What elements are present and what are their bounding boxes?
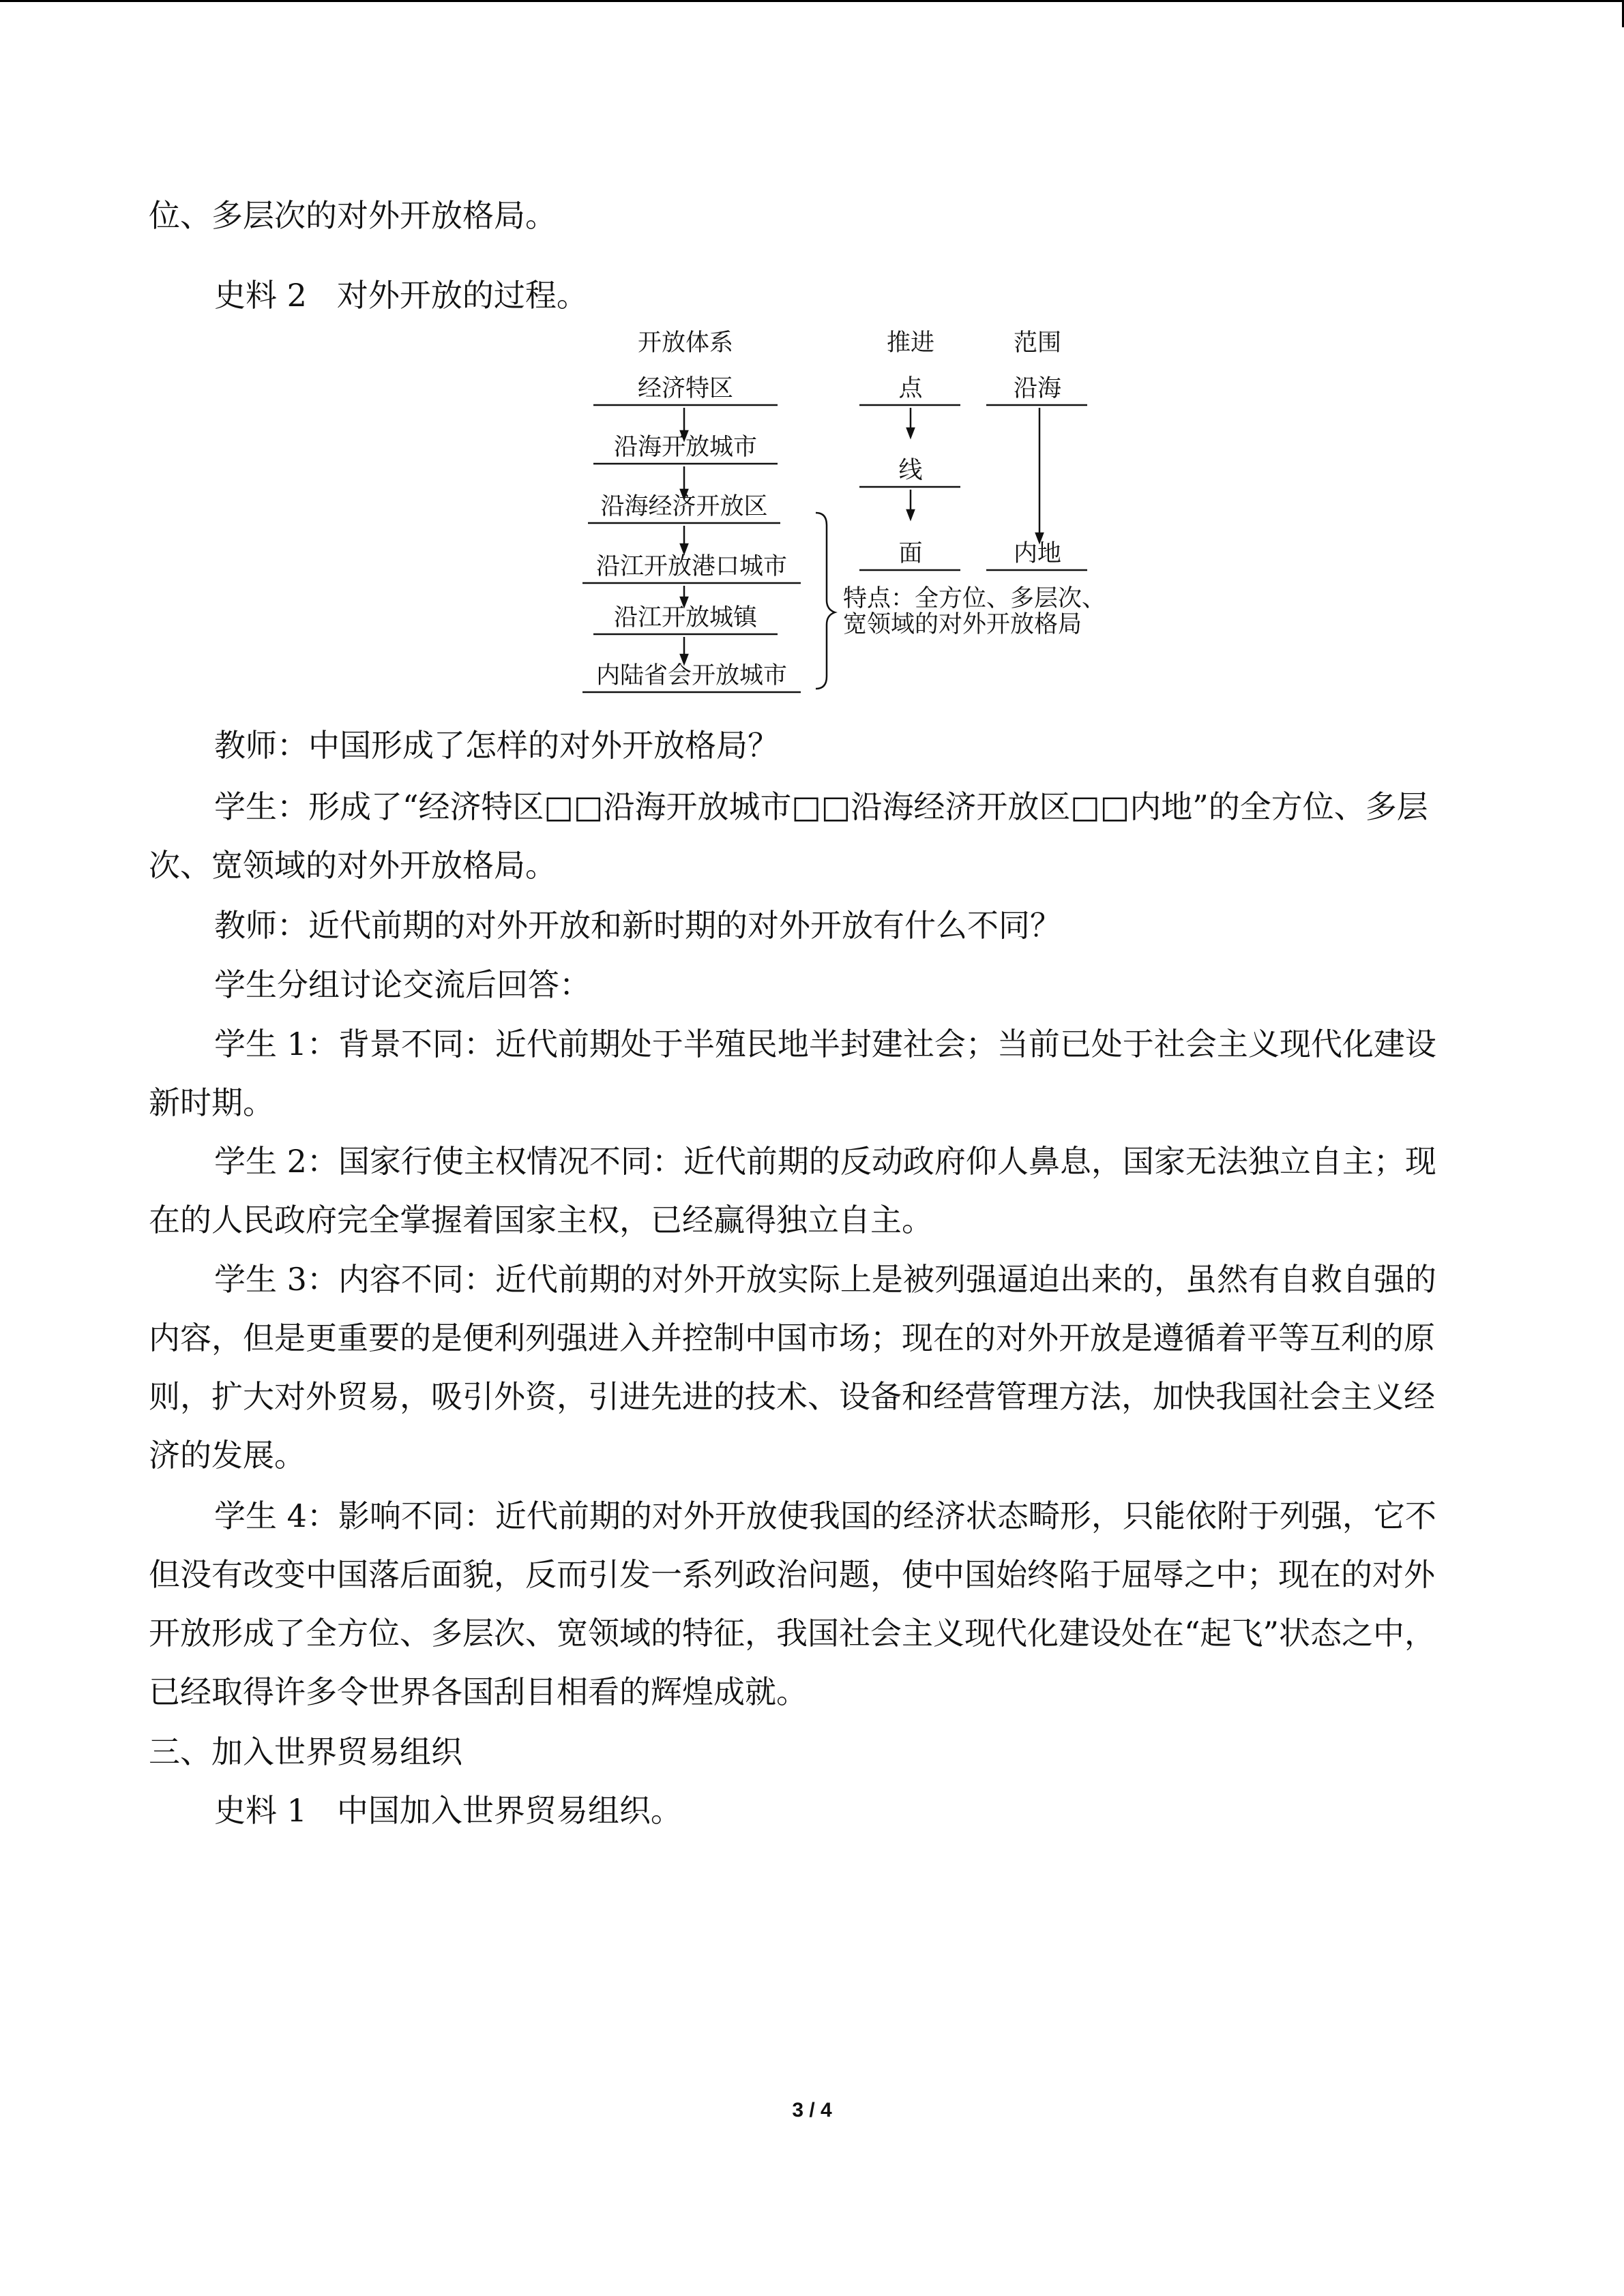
item-yanjiang-chengzhen: 沿江开放城镇 (613, 604, 757, 631)
col1-header: 开放体系 (637, 329, 733, 357)
student-2-answer: 学生 2：国家行使主权情况不同：近代前期的反动政府仰人鼻息，国家无法独立自主；现在的人民政府完全掌握着国家主权，已经赢得独立自主。 (149, 1143, 1436, 1238)
feature-note-line2: 宽领域的对外开放格局 (843, 611, 1082, 638)
opening-up-process-diagram (573, 320, 1119, 702)
source-title: 中国加入世界贸易组织。 (336, 1792, 682, 1829)
item-dian: 点 (898, 375, 923, 402)
student-answer-1: 学生：形成了“经济特区□□沿海开放城市□□沿海经济开放区□□内地”的全方位、多层次、宽领域的对外开放格局。 (149, 788, 1428, 884)
source-title: 对外开放的过程。 (336, 277, 588, 314)
student-1-answer: 学生 1：背景不同：近代前期处于半殖民地半封建社会；当前已处于社会主义现代化建设新时期。 (149, 1026, 1436, 1121)
col2-header: 推进 (886, 329, 934, 357)
teacher-question-2: 教师：近代前期的对外开放和新时期的对外开放有什么不同？ (214, 907, 1061, 944)
item-mian: 面 (898, 540, 923, 567)
top-border-line (0, 0, 1624, 2)
source-label: 史料 2 (214, 277, 307, 314)
source-label: 史料 1 (214, 1792, 307, 1829)
item-yanhai: 沿海 (1013, 375, 1061, 402)
paragraph-continued: 位、多层次的对外开放格局。 (149, 197, 557, 234)
source-material-1-heading (149, 1781, 1465, 1840)
student-3-answer: 学生 3：内容不同：近代前期的对外开放实际上是被列强逼迫出来的，虽然有自救自强的内容，但是更重要的是便利列强进入并控制中国市场；现在的对外开放是遵循着平等互利的原则，扩大对外贸易，吸引外资，引进先进的技术、设备和经营管理方法，加快我国社会主义经济的发展。 (149, 1261, 1436, 1474)
item-jingji-tequ: 经济特区 (637, 375, 733, 402)
page-number: 3 / 4 (792, 2099, 832, 2121)
feature-note-line1: 特点：全方位、多层次、 (843, 585, 1106, 612)
item-yanhai-jingji-kaifangqu: 沿海经济开放区 (600, 493, 768, 520)
source-material-2-heading (149, 266, 1465, 325)
col3-header: 范围 (1013, 329, 1061, 357)
group-discussion: 学生分组讨论交流后回答： (214, 966, 591, 1003)
item-neilu-shenghui-chengshi: 内陆省会开放城市 (595, 662, 787, 689)
item-yanhai-kaifang-chengshi: 沿海开放城市 (613, 434, 757, 461)
teacher-question-1: 教师：中国形成了怎样的对外开放格局？ (214, 727, 779, 764)
section-heading-wto: 三、加入世界贸易组织 (149, 1733, 462, 1770)
item-neidi: 内地 (1013, 540, 1061, 567)
item-yanjiang-gangkou-chengshi: 沿江开放港口城市 (595, 553, 787, 580)
student-4-answer: 学生 4：影响不同：近代前期的对外开放使我国的经济状态畸形，只能依附于列强，它不但没有改变中国落后面貌，反而引发一系列政治问题，使中国始终陷于屈辱之中；现在的对外开放形成了全方位、多层次、宽领域的特征，我国社会主义现代化建设处在“起飞”状态之中，已经取得许多令世界各国刮目相看的辉煌成就。 (149, 1497, 1436, 1710)
item-xian: 线 (898, 457, 923, 484)
